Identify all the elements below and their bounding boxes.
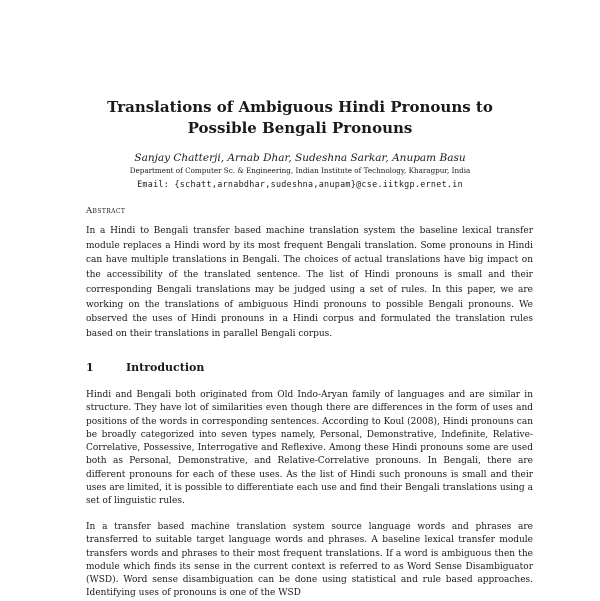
- title-line-1: Translations of Ambiguous Hindi Pronouns to: [107, 98, 493, 116]
- affiliation: Department of Computer Sc. & Engineering, Indian Institute of Technology, Kharagpur, India: [129, 166, 471, 175]
- email: Email: {schatt,arnabdhar,sudeshna,anupam}@cse.iitkgp.ernet.in: [137, 179, 463, 189]
- title-line-2: Possible Bengali Pronouns: [187, 119, 413, 137]
- section-title: Introduction: [126, 361, 205, 374]
- abstract-body: In a Hindi to Bengali transfer based machine translation system the baseline lexical transfer module replaces a Hindi word by its most frequent Bengali translation. Some pronouns in Hindi can have multiple translations in Bengali. The choices of actual translations have big impact on the accessibility of the translated sentence. The list of Hindi pronouns is small and their corresponding Bengali translations may be judged using a set of rules. In this paper, we are working on the translations of ambiguous Hindi pronouns to possible Bengali pronouns. We observed the uses of Hindi pronouns in a Hindi corpus and formulated the translation rules based on their translations in parallel Bengali corpus.: [86, 226, 533, 339]
- section-number: 1: [86, 361, 94, 374]
- authors: Sanjay Chatterji, Arnab Dhar, Sudeshna Sarkar, Anupam Basu: [134, 152, 466, 164]
- paper-title: [0, 97, 600, 139]
- intro-paragraph-1: Hindi and Bengali both originated from Old Indo-Aryan family of languages and are similar in structure. They have lot of similarities even though there are differences in the form of uses and positions of the words in corresponding sentences. According to Koul (2008), Hindi pronouns can be broadly categorized into seven types namely, Personal, Demonstrative, Indefinite, Relative-Correlative, Possessive, Interrogative and Reflexive. Among these Hindi pronouns some are used both as Personal, Demonstrative, and Relative-Correlative pronouns. In Bengali, there are different pronouns for each of these uses. As the list of Hindi such pronouns is small and their uses are limited, it is possible to differentiate each use and find their Bengali translations using a set of linguistic rules.: [86, 390, 533, 507]
- intro-paragraph-2: In a transfer based machine translation system source language words and phrases are transferred to suitable target language words and phrases. A baseline lexical transfer module transfers words and phrases to their most frequent translations. If a word is ambiguous then the module which finds its sense in the current context is referred to as Word Sense Disambiguator (WSD). Word sense disambiguation can be done using statistical and rule based approaches. Identifying uses of pronouns is one of the WSD: [86, 522, 533, 599]
- abstract-heading: Abstract: [86, 206, 126, 216]
- section-heading: [86, 361, 204, 374]
